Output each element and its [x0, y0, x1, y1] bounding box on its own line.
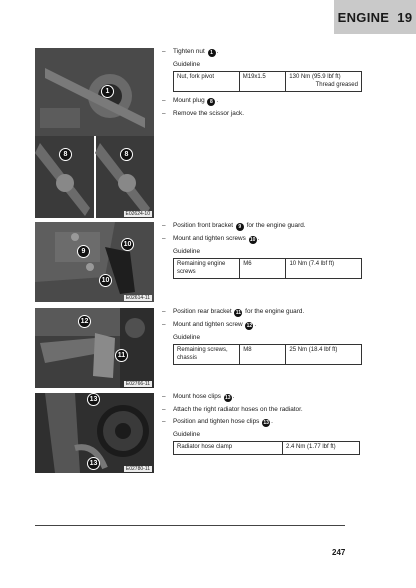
- torque-note: Thread greased: [315, 81, 358, 88]
- step: – Remove the scissor jack.: [162, 110, 245, 118]
- table-row: [174, 259, 362, 279]
- step-text: Attach the right radiator hoses on the radiator.: [173, 406, 303, 414]
- callout-13a: 13: [87, 393, 100, 406]
- table-cell: 10 Nm (7.4 lbf ft): [286, 259, 362, 279]
- table-cell: Nut, fork pivot: [174, 72, 240, 92]
- guideline-label: Guideline: [173, 248, 201, 256]
- spec-table: [173, 258, 362, 279]
- section-hose-clips: [162, 393, 362, 460]
- spec-table: [173, 71, 362, 92]
- table-cell: 2.4 Nm (1.77 lbf ft): [283, 442, 360, 455]
- callout-ref: 10: [249, 237, 256, 244]
- step-text: Mount hose clips: [173, 393, 221, 400]
- callout-10a: 10: [121, 238, 134, 251]
- step: – Attach the right radiator hoses on the radiator.: [162, 406, 303, 414]
- section-fork-pivot: [162, 48, 362, 122]
- step: – Mount and tighten screws 10 .: [162, 235, 260, 244]
- callout-ref: 9: [236, 223, 244, 231]
- step: – Mount and tighten screw 12 .: [162, 321, 257, 330]
- section-front-bracket: [162, 222, 362, 284]
- callout-1: 1: [101, 85, 114, 98]
- photo-fork-pivot-art: [35, 48, 154, 218]
- callout-8a: 8: [59, 148, 72, 161]
- table-cell: M6: [240, 259, 286, 279]
- step-text: Position and tighten hose clips: [173, 418, 260, 426]
- guideline-label: Guideline: [173, 61, 201, 69]
- step: – Position and tighten hose clips 13 .: [162, 418, 273, 427]
- step-text: Position front bracket: [173, 222, 234, 229]
- step-text: Mount and tighten screws: [173, 235, 246, 243]
- photo-hose-clips: [35, 393, 154, 473]
- callout-ref: 13: [263, 420, 269, 427]
- callout-8b: 8: [120, 148, 133, 161]
- image-reference: E02766-11: [125, 381, 150, 387]
- chapter-title: ENGINE: [337, 9, 390, 25]
- guideline-label: Guideline: [173, 334, 201, 342]
- step-text: Position rear bracket: [173, 308, 232, 315]
- callout-ref: 13: [224, 395, 231, 401]
- image-reference: E02780-11: [125, 466, 150, 472]
- photo-front-bracket: [35, 222, 154, 302]
- callout-10b: 10: [99, 274, 112, 287]
- table-cell: M8: [240, 345, 286, 365]
- page-number: 247: [332, 548, 346, 557]
- step: – Position rear bracket 11 for the engine guard.: [162, 308, 305, 316]
- step: – Position front bracket 9 for the engine guard.: [162, 222, 306, 230]
- table-cell: 25 Nm (18.4 lbf ft): [286, 345, 362, 365]
- callout-11: 11: [115, 349, 128, 362]
- callout-ref: 12: [246, 323, 253, 330]
- step: – Tighten nut 1 .: [162, 48, 219, 56]
- step-text: Tighten nut: [173, 48, 205, 55]
- step-text: Remove the scissor jack.: [173, 110, 245, 118]
- step-suffix: for the engine guard.: [244, 222, 306, 229]
- table-cell: Remaining screws, chassis: [174, 345, 240, 365]
- step: – Mount plug 8 .: [162, 97, 219, 106]
- step-suffix: for the engine guard.: [243, 308, 305, 315]
- image-reference: E02614-11: [125, 295, 150, 301]
- table-row: [174, 442, 360, 455]
- image-reference: E02624-10: [125, 211, 150, 217]
- photo-rear-bracket-art: [35, 308, 154, 388]
- table-cell-torque: [286, 72, 362, 92]
- step-text: Mount plug: [173, 97, 205, 105]
- spec-table: [173, 441, 360, 455]
- table-row: [174, 345, 362, 365]
- callout-ref: 8: [207, 98, 215, 106]
- section-rear-bracket: [162, 308, 362, 370]
- guideline-label: Guideline: [173, 431, 201, 439]
- table-row: [174, 72, 362, 92]
- table-cell: Radiator hose clamp: [174, 442, 283, 455]
- callout-9: 9: [77, 245, 90, 258]
- table-cell: Remaining engine screws: [174, 259, 240, 279]
- chapter-header: [334, 0, 416, 34]
- photo-fork-pivot: [35, 48, 154, 218]
- footer-divider: [35, 525, 345, 526]
- callout-ref: 11: [235, 310, 242, 316]
- callout-13b: 13: [87, 457, 100, 470]
- callout-12: 12: [78, 315, 91, 328]
- spec-table: [173, 344, 362, 365]
- torque-value: 130 Nm (95.9 lbf ft): [289, 74, 341, 81]
- photo-rear-bracket: [35, 308, 154, 388]
- callout-ref: 1: [208, 49, 216, 57]
- step-text: Mount and tighten screw: [173, 321, 243, 329]
- photo-front-bracket-art: [35, 222, 154, 302]
- chapter-number: 19: [397, 9, 413, 25]
- step: – Mount hose clips 13 .: [162, 393, 235, 401]
- table-cell: M19x1.5: [239, 72, 286, 92]
